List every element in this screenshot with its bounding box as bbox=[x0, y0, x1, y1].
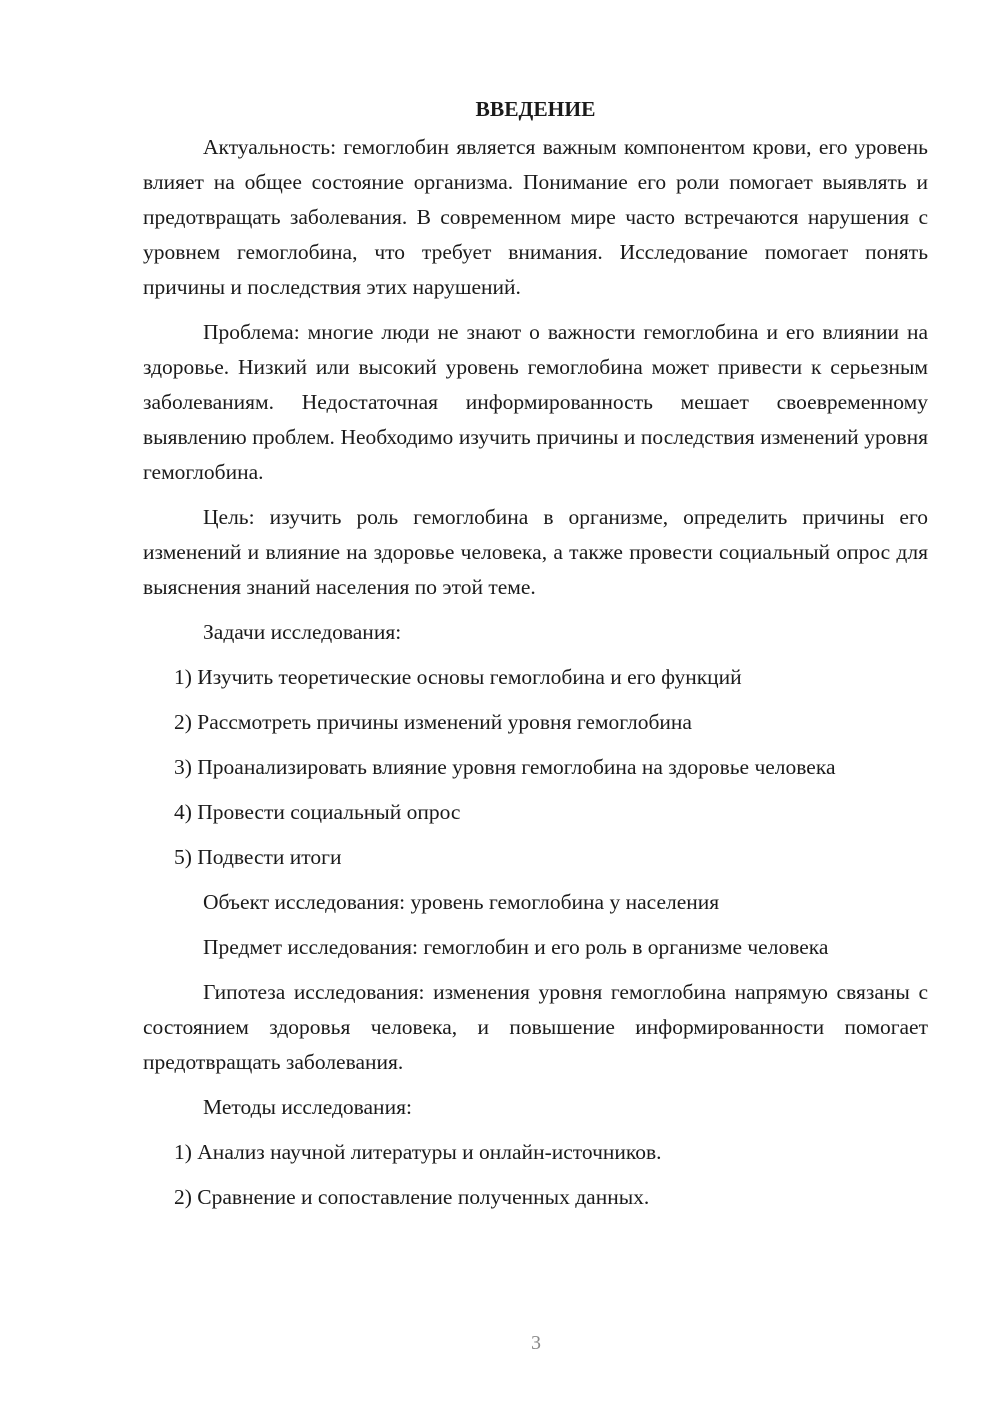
tasks-heading: Задачи исследования: bbox=[203, 620, 402, 644]
goal-paragraph: Цель: изучить роль гемоглобина в организме, определить причины его изменений и влияние на здоровье человека, а также провести социальный опрос для выяснения знаний населения по этой теме. bbox=[143, 505, 928, 599]
method-item: 1) Анализ научной литературы и онлайн-источников. bbox=[174, 1140, 662, 1164]
task-item: 4) Провести социальный опрос bbox=[174, 800, 461, 824]
relevance-paragraph: Актуальность: гемоглобин является важным компонентом крови, его уровень влияет на общее состояние организма. Понимание его роли помогает выявлять и предотвращать заболевания. В современном мире часто встречаются нарушения с уровнем гемоглобина, что требует внимания. Исследование помогает понять причины и последствия этих нарушений. bbox=[143, 135, 928, 299]
task-item: 3) Проанализировать влияние уровня гемоглобина на здоровье человека bbox=[174, 755, 836, 779]
task-item: 1) Изучить теоретические основы гемоглобина и его функций bbox=[174, 665, 742, 689]
task-item: 2) Рассмотреть причины изменений уровня гемоглобина bbox=[174, 710, 692, 734]
problem-paragraph: Проблема: многие люди не знают о важности гемоглобина и его влиянии на здоровье. Низкий или высокий уровень гемоглобина может привести к серьезным заболеваниям. Недостаточная информированность мешает своевременному выявлению проблем. Необходимо изучить причины и последствия изменений уровня гемоглобина. bbox=[143, 320, 928, 484]
research-object: Объект исследования: уровень гемоглобина у населения bbox=[203, 890, 720, 914]
methods-heading: Методы исследования: bbox=[203, 1095, 412, 1119]
document-page bbox=[143, 92, 928, 1225]
method-item: 2) Сравнение и сопоставление полученных данных. bbox=[174, 1185, 650, 1209]
section-title: ВВЕДЕНИЕ bbox=[475, 97, 596, 121]
page-number: 3 bbox=[531, 1332, 541, 1354]
hypothesis-paragraph: Гипотеза исследования: изменения уровня гемоглобина напрямую связаны с состоянием здоровья человека, и повышение информированности помогает предотвращать заболевания. bbox=[143, 980, 928, 1074]
research-subject: Предмет исследования: гемоглобин и его роль в организме человека bbox=[203, 935, 829, 959]
task-item: 5) Подвести итоги bbox=[174, 845, 342, 869]
